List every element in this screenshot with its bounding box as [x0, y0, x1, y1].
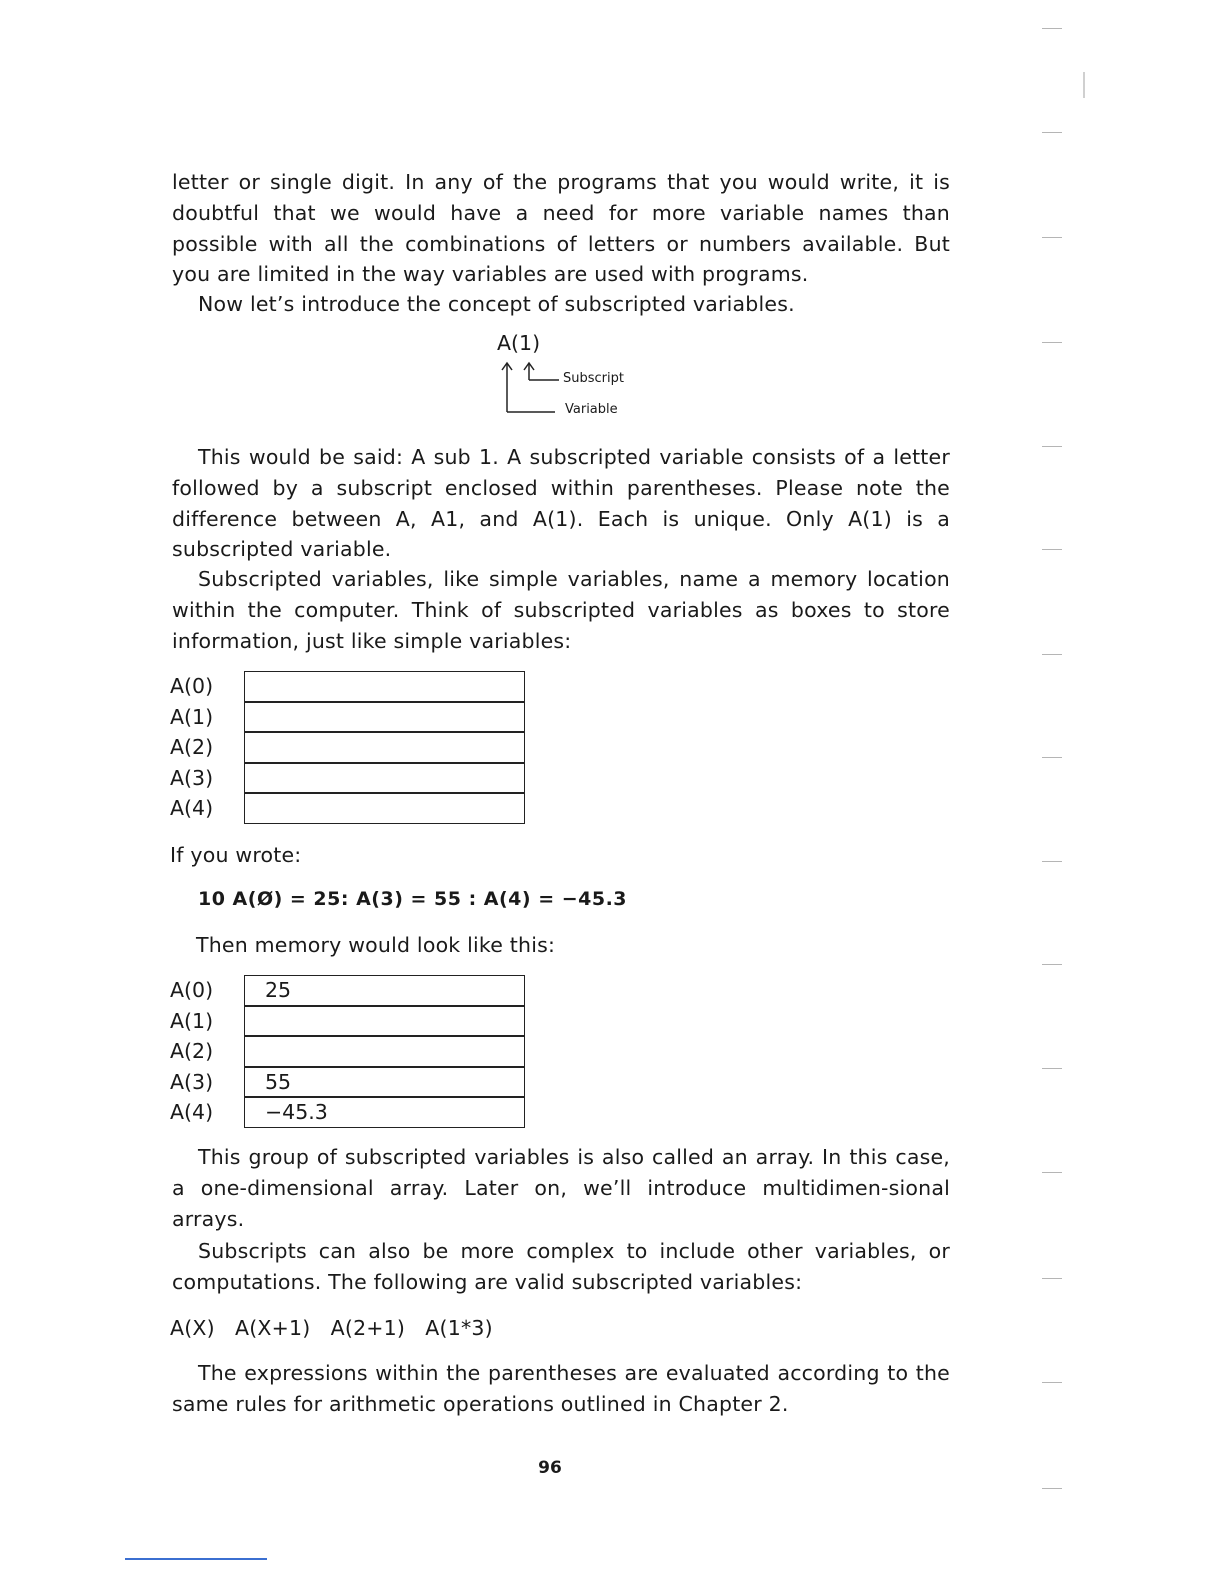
- memory-cell: [244, 763, 525, 794]
- paragraph-evaluation-rules: The expressions within the parentheses are evaluated according to the same rules for arithmetic operations outlined in Chapter 2.: [172, 1361, 950, 1416]
- row-label: A(3): [170, 1069, 214, 1094]
- row-label: A(4): [170, 796, 214, 820]
- scan-artifact: [1042, 446, 1062, 447]
- diagram-expression: A(1): [497, 331, 541, 355]
- paragraph-introduce-subscripts: Now let’s introduce the concept of subscripted variables.: [198, 292, 795, 316]
- memory-cell: [244, 1036, 525, 1067]
- paragraph-memory-location: Subscripted variables, like simple variables, name a memory location within the computer. Think of subscripted variables as boxes to store information, just like simple variables:: [172, 567, 950, 653]
- subscript-label: Subscript: [563, 371, 624, 386]
- paragraph-variable-names: letter or single digit. In any of the programs that you would write, it is doubtful that we would have a need for more variable names than possible with all the combinations of letters or numbers available. But you are limited in the way variables are used with programs.: [172, 170, 950, 287]
- memory-cell: [244, 671, 525, 702]
- scan-artifact: [1042, 132, 1062, 133]
- memory-cell: [244, 1006, 525, 1037]
- subscript-examples: A(X) A(X+1) A(2+1) A(1*3): [170, 1316, 493, 1340]
- page-number: 96: [538, 1458, 562, 1478]
- paragraph-array: This group of subscripted variables is also called an array. In this case, a one-dimensional array. Later on, we’ll introduce multidimen-sional arrays.: [172, 1145, 950, 1231]
- paragraph-sub-definition: This would be said: A sub 1. A subscripted variable consists of a letter followed by a subscript enclosed within parentheses. Please note the difference between A, A1, and A(1). Each is unique. Only A(1) is a subscripted variable.: [172, 445, 950, 562]
- memory-cell: [244, 732, 525, 763]
- paragraph-if-you-wrote: If you wrote:: [170, 843, 302, 867]
- scan-artifact: [1042, 654, 1062, 655]
- code-line: 10 A(Ø) = 25: A(3) = 55 : A(4) = −45.3: [198, 888, 628, 910]
- scan-artifact: [1042, 1278, 1062, 1279]
- subscript-diagram: [497, 328, 657, 428]
- scan-artifact: [1042, 1068, 1062, 1069]
- row-label: A(1): [170, 704, 214, 729]
- memory-cell: [244, 702, 525, 733]
- scan-artifact: [1042, 549, 1062, 550]
- scan-artifact: [1042, 28, 1062, 29]
- bottom-rule: [125, 1558, 267, 1560]
- scan-artifact: [1042, 1382, 1062, 1383]
- row-label: A(4): [170, 1100, 214, 1124]
- row-label: A(2): [170, 1039, 214, 1063]
- memory-cell: 55: [244, 1067, 525, 1098]
- scan-artifact: [1042, 1488, 1062, 1489]
- variable-label: Variable: [565, 402, 618, 417]
- paragraph-complex-subscripts: Subscripts can also be more complex to include other variables, or computations. The following are valid subscripted variables:: [172, 1239, 950, 1294]
- scan-artifact: [1042, 964, 1062, 965]
- scan-artifact: [1083, 72, 1085, 98]
- scan-artifact: [1042, 861, 1062, 862]
- row-label: A(0): [170, 978, 214, 1002]
- memory-cell: −45.3: [244, 1097, 525, 1128]
- memory-cell: 25: [244, 975, 525, 1006]
- scan-artifact: [1042, 1172, 1062, 1173]
- row-label: A(2): [170, 735, 214, 759]
- scan-artifact: [1042, 237, 1062, 238]
- memory-cell: [244, 793, 525, 824]
- row-label: A(0): [170, 674, 214, 698]
- paragraph-then-memory: Then memory would look like this:: [196, 933, 556, 957]
- row-label: A(1): [170, 1008, 214, 1033]
- row-label: A(3): [170, 765, 214, 790]
- scan-artifact: [1042, 342, 1062, 343]
- scan-artifact: [1042, 757, 1062, 758]
